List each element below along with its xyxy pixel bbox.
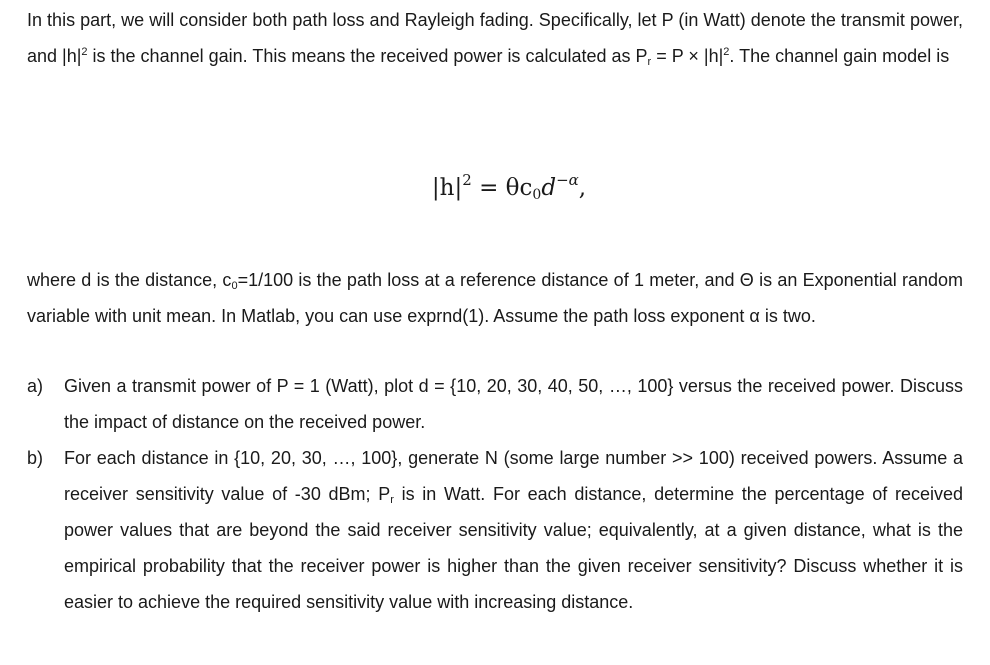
intro-subscript-r: r: [647, 56, 652, 68]
list-item-a-text: Given a transmit power of P = 1 (Watt), plot d = {10, 20, 30, 40, 50, …, 100} versus the received power. Discuss the impact of distance on the received power.: [64, 376, 963, 432]
equation-c-subscript: 0: [532, 187, 542, 203]
list-marker-a: a): [27, 376, 44, 396]
definition-text-1: where d is the distance, c: [27, 270, 232, 290]
list-item-b: [27, 440, 963, 620]
intro-paragraph: [27, 2, 963, 74]
list-item-b-subscript-r: r: [390, 494, 394, 506]
equation-d: d: [541, 175, 557, 201]
intro-text-3: = P × |h|: [651, 46, 724, 66]
list-item-a: [27, 368, 963, 440]
equation-lhs: |h|: [431, 175, 463, 201]
equation-theta-c: = θc: [471, 175, 533, 201]
channel-gain-equation: [27, 160, 963, 215]
question-list: [27, 368, 963, 620]
intro-text-4: . The channel gain model is: [729, 46, 950, 66]
equation-comma: ,: [578, 175, 587, 201]
equation-d-exponent: −α: [556, 171, 579, 189]
list-item-b-text: [64, 440, 963, 620]
list-item-b-text-1: For each distance in {10, 20, 30, …, 100}, generate N (some large number >> 100) received powers. Assume a receiver sensitivity value of -30 dBm; P: [64, 448, 963, 504]
list-item-b-text-2: is in Watt. For each distance, determine the percentage of received power values that are beyond the said receiver sensitivity value; equivalently, at a given distance, what is the empirical probability that the receiver power is higher than the given receiver sensitivity? Discuss whether it is easier to achieve the required sensitivity value with increasing distance.: [64, 484, 963, 612]
intro-superscript-1: 2: [81, 46, 88, 58]
intro-text-1: In this part, we will consider both path loss and Rayleigh fading. Specifically, let P (in Watt) denote the transmit power, and |h|: [27, 10, 963, 66]
list-marker-b: b): [27, 448, 44, 468]
intro-superscript-2: 2: [723, 46, 730, 58]
definition-paragraph: [27, 262, 963, 334]
definition-subscript-0: 0: [231, 280, 238, 292]
intro-text-2: is the channel gain. This means the received power is calculated as P: [87, 46, 648, 66]
equation-lhs-exponent: 2: [462, 171, 472, 189]
definition-text-2: =1/100 is the path loss at a reference distance of 1 meter, and Θ is an Exponential random variable with unit mean. In Matlab, you can use exprnd(1). Assume the path loss exponent α is two.: [27, 270, 963, 326]
